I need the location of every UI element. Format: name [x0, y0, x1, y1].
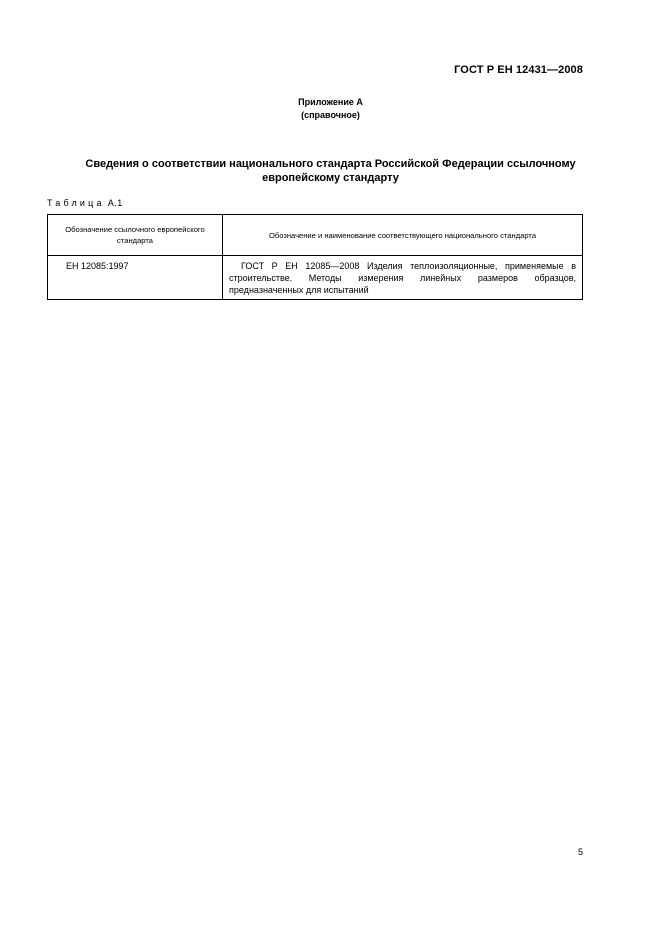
table-header-row — [48, 215, 583, 256]
table-caption-number: А.1 — [107, 198, 123, 208]
document-standard-id: ГОСТ Р ЕН 12431—2008 — [454, 64, 583, 76]
annex-heading — [0, 96, 661, 122]
section-title-line-2: европейскому стандарту — [262, 172, 399, 184]
national-standard-text: ГОСТ Р ЕН 12085—2008 Изделия теплоизоляционные, применяемые в строительстве. Методы измерения линейных размеров образцов, предназначенных для испытаний — [229, 261, 576, 295]
column-header-national-standard: Обозначение и наименование соответствующего национального стандарта — [223, 215, 583, 256]
annex-subtitle: (справочное) — [301, 110, 360, 120]
table-caption-word: Таблица — [47, 198, 105, 208]
section-title-line-1: Сведения о соответствии национального стандарта Российской Федерации ссылочному — [85, 158, 576, 170]
annex-title: Приложение А — [298, 97, 363, 107]
table-row — [48, 256, 583, 300]
section-title — [48, 157, 613, 185]
table-caption — [47, 198, 123, 208]
national-standard-cell — [223, 256, 583, 300]
page-number: 5 — [577, 847, 583, 857]
correspondence-table — [47, 214, 583, 300]
ref-standard-cell: ЕН 12085:1997 — [48, 256, 223, 300]
column-header-ref-standard: Обозначение ссылочного европейского стандарта — [48, 215, 223, 256]
